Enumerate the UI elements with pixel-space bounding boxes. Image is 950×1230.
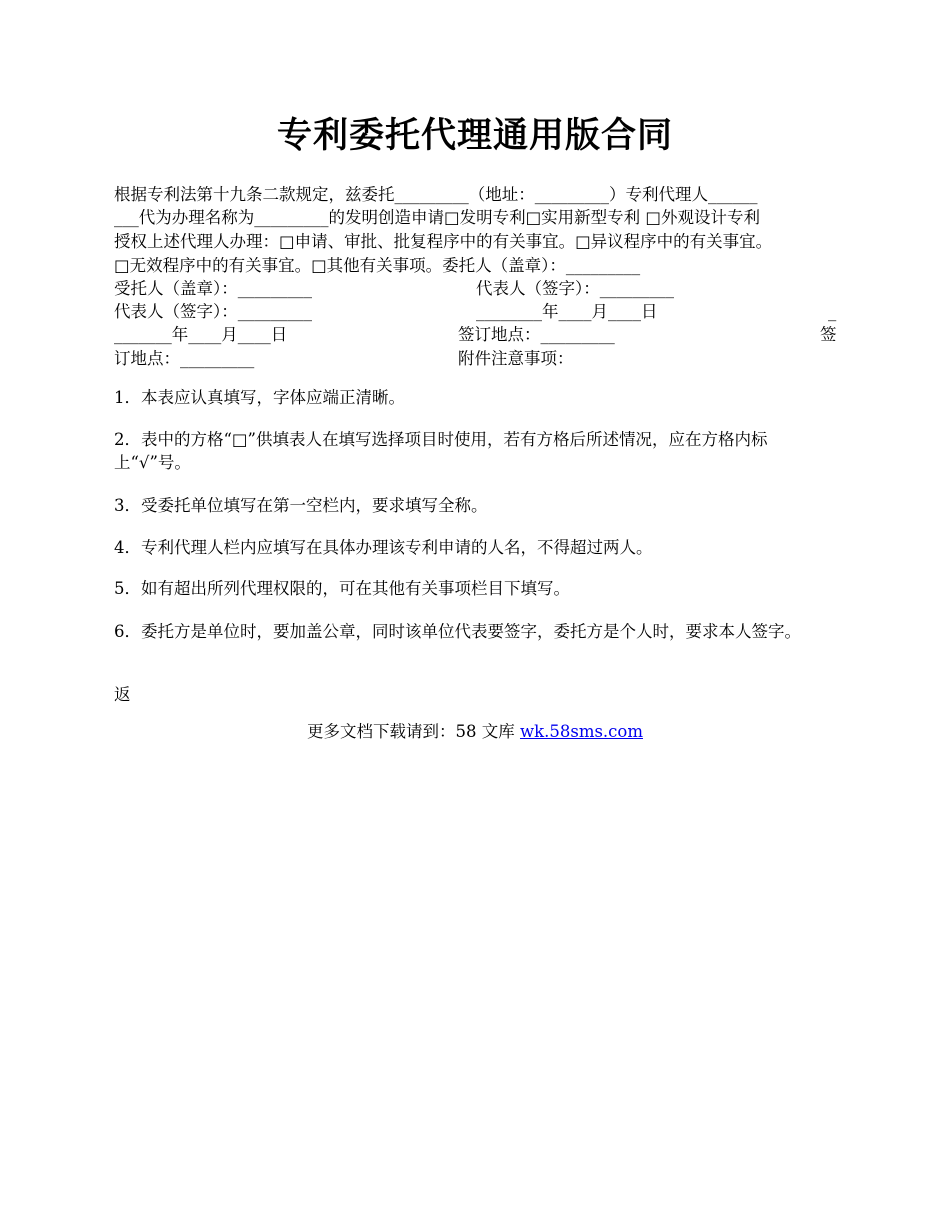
intro-line-4: □无效程序中的有关事宜。□其他有关事项。委托人（盖章）：_________ bbox=[114, 256, 641, 275]
note-4: 4．专利代理人栏内应填写在具体办理该专利申请的人名，不得超过两人。 bbox=[114, 538, 653, 557]
footer bbox=[0, 720, 950, 744]
note-2: 2．表中的方格“□”供填表人在填写选择项目时使用，若有方格后所述情况，应在方格内标上“√”号。 bbox=[114, 430, 768, 472]
intro-line-2: ___代为办理名称为_________的发明创造申请□发明专利□实用新型专利 □外观设计专利 bbox=[114, 208, 761, 227]
sign-place-line-2: 订地点：_________ bbox=[114, 349, 255, 368]
date-line-1: ________年____月____日 bbox=[476, 302, 658, 321]
intro-line-3: 授权上述代理人办理：□申请、审批、批复程序中的有关事宜。□异议程序中的有关事宜。 bbox=[114, 232, 773, 251]
edge-underscore: _ bbox=[828, 302, 837, 321]
footer-link[interactable]: wk.58sms.com bbox=[519, 722, 643, 741]
footer-text: 更多文档下载请到：58 文库 bbox=[306, 722, 520, 741]
note-3: 3．受委托单位填写在第一空栏内，要求填写全称。 bbox=[114, 496, 488, 515]
back-text: 返 bbox=[114, 685, 131, 704]
document-title: 专利委托代理通用版合同 bbox=[276, 115, 673, 156]
representative-sign-line-1: 代表人（签字）：_________ bbox=[476, 279, 674, 298]
date-line-2: _______年____月____日 bbox=[114, 325, 288, 344]
sign-place-line-1: 签订地点：_________ bbox=[458, 325, 615, 344]
intro-line-1: 根据专利法第十九条二款规定，兹委托_________（地址：_________）专利代理人______ bbox=[114, 185, 758, 204]
trustee-seal-line: 受托人（盖章）：_________ bbox=[114, 279, 312, 298]
note-1: 1．本表应认真填写，字体应端正清晰。 bbox=[114, 388, 405, 407]
edge-char: 签 bbox=[820, 325, 837, 344]
note-5: 5．如有超出所列代理权限的，可在其他有关事项栏目下填写。 bbox=[114, 579, 570, 598]
attachment-notes-heading: 附件注意事项： bbox=[458, 349, 574, 368]
note-6: 6．委托方是单位时，要加盖公章，同时该单位代表要签字，委托方是个人时，要求本人签字。 bbox=[114, 622, 801, 641]
representative-sign-line-2: 代表人（签字）：_________ bbox=[114, 302, 312, 321]
